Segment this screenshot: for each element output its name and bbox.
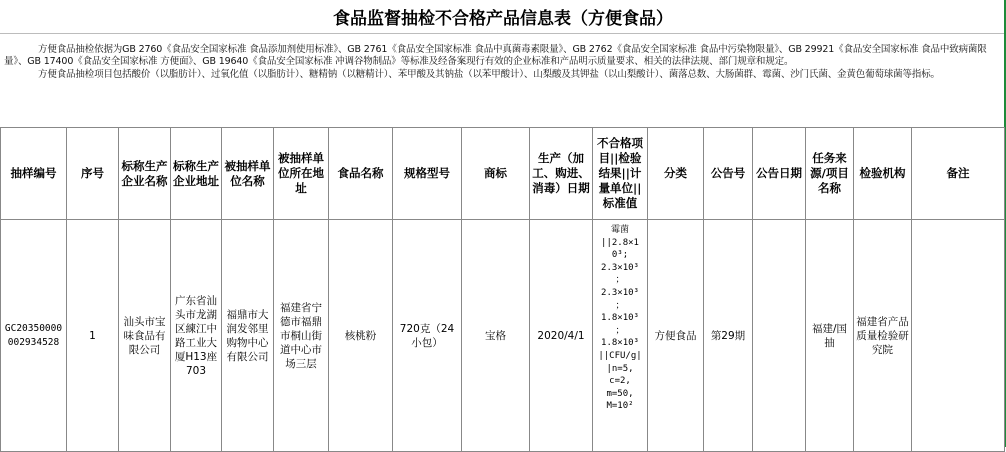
header-sample-no: 抽样编号 <box>1 128 67 220</box>
cell-sample-no: GC20350000002934528 <box>1 220 67 452</box>
cell-bulletin-no: 第29期 <box>704 220 753 452</box>
unqualified-line: ； <box>615 325 625 336</box>
unqualified-line: 1.8×10³ <box>601 313 639 324</box>
unqualified-line: ||2.8×1 <box>601 237 639 248</box>
cell-sampled-addr: 福建省宁德市福鼎市桐山街道中心市场三层 <box>274 220 329 452</box>
table-row <box>1 220 1005 452</box>
note-basis: 方便食品抽检依据为GB 2760《食品安全国家标准 食品添加剂使用标准》、GB 2761《食品安全国家标准 食品中真菌毒素限量》、GB 2762《食品安全国家标准 食品中污染物限量》、GB 29921《食品安全国家标准 食品中致病菌限量》、GB 17400《食品安全国家标准 方便面》、GB 19640《食品安全国家标准 冲调谷物制品》等标准及经备案现行有效的企业标准和产品明示质量要求、相关的法律法规、部门规章和规定。 <box>4 44 987 68</box>
cell-bulletin-date <box>753 220 806 452</box>
unqualified-line: 1.8×10³ <box>601 338 639 349</box>
header-brand: 商标 <box>462 128 530 220</box>
unqualified-line: m=50, <box>606 388 634 399</box>
cell-manufacturer-addr: 广东省汕头市龙湖区練江中路工业大厦H13座703 <box>171 220 222 452</box>
unqualified-line: M=10² <box>606 401 634 412</box>
cell-manufacturer: 汕头市宝味食品有限公司 <box>119 220 171 452</box>
unqualified-products-table <box>0 127 1005 452</box>
unqualified-line: c=2, <box>609 376 631 387</box>
page-title: 食品监督抽检不合格产品信息表（方便食品） <box>0 0 1006 34</box>
unqualified-line: |n=5, <box>606 363 634 374</box>
header-food-name: 食品名称 <box>329 128 393 220</box>
header-unqualified: 不合格项目||检验结果||计量单位||标准值 <box>593 128 648 220</box>
header-remark: 备注 <box>912 128 1005 220</box>
header-manufacturer-addr: 标称生产企业地址 <box>171 128 222 220</box>
note-items: 方便食品抽检项目包括酸价（以脂肪计）、过氧化值（以脂肪计）、糖精钠（以糖精计）、苯甲酸及其钠盐（以苯甲酸计）、山梨酸及其钾盐（以山梨酸计）、菌落总数、大肠菌群、霉菌、沙门氏菌、金黄色葡萄球菌等指标。 <box>38 68 940 80</box>
header-manufacturer: 标称生产企业名称 <box>119 128 171 220</box>
header-bulletin-no: 公告号 <box>704 128 753 220</box>
cell-brand: 宝格 <box>462 220 530 452</box>
cell-remark <box>912 220 1005 452</box>
unqualified-line: 霉菌 <box>610 225 629 235</box>
unqualified-line: ||CFU/g| <box>598 350 642 361</box>
header-date: 生产（加工、购进、消毒）日期 <box>530 128 593 220</box>
cell-lab: 福建省产品质量检验研究院 <box>854 220 912 452</box>
cell-category: 方便食品 <box>648 220 704 452</box>
header-task-source: 任务来源/项目名称 <box>806 128 854 220</box>
notes-block <box>4 44 1000 81</box>
header-bulletin-date: 公告日期 <box>753 128 806 220</box>
unqualified-line: 2.3×10³ <box>601 262 639 273</box>
cell-date: 2020/4/1 <box>530 220 593 452</box>
cell-unqualified <box>593 220 648 452</box>
unqualified-line: ； <box>615 300 625 311</box>
header-index: 序号 <box>67 128 119 220</box>
unqualified-line: ； <box>615 275 625 286</box>
cell-index: 1 <box>67 220 119 452</box>
header-sampled-addr: 被抽样单位所在地址 <box>274 128 329 220</box>
cell-spec: 720克（24小包） <box>393 220 462 452</box>
cell-food-name: 核桃粉 <box>329 220 393 452</box>
header-lab: 检验机构 <box>854 128 912 220</box>
header-spec: 规格型号 <box>393 128 462 220</box>
cell-task-source: 福建/国抽 <box>806 220 854 452</box>
unqualified-line: 2.3×10³ <box>601 287 639 298</box>
table-header-row <box>1 128 1005 220</box>
header-sampled-unit: 被抽样单位名称 <box>222 128 274 220</box>
unqualified-line: 0³; <box>611 250 629 261</box>
header-category: 分类 <box>648 128 704 220</box>
cell-sampled-unit: 福鼎市大润发邻里购物中心有限公司 <box>222 220 274 452</box>
